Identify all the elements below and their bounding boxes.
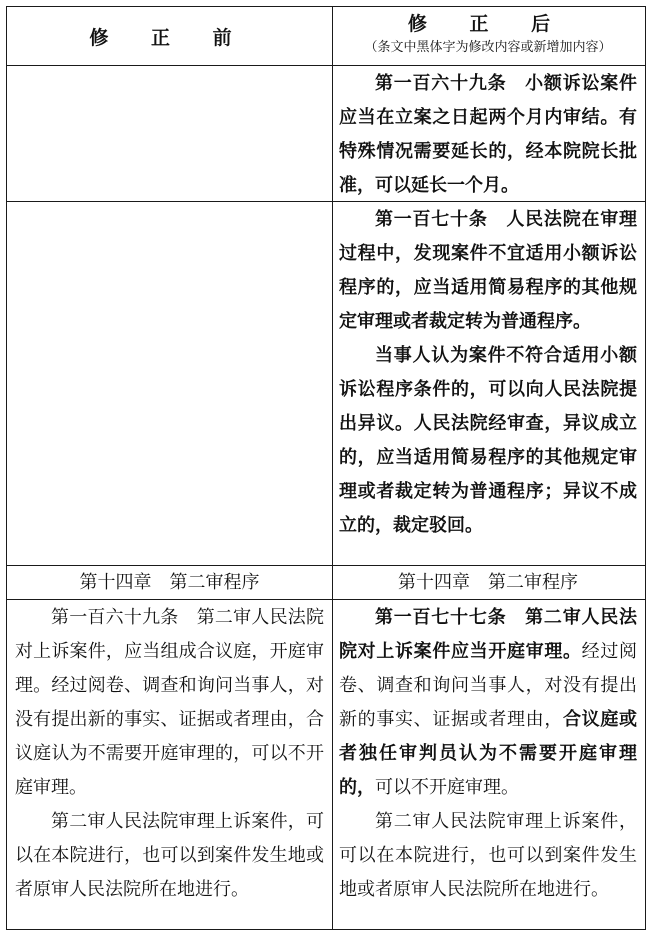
header-after xyxy=(333,9,645,65)
after-column-title: 修 正 后 xyxy=(407,13,569,35)
article-text: 第二审人民法院审理上诉案件，可以在本院进行，也可以到案件发生地或者原审人民法院所在地进行。 xyxy=(15,811,324,900)
article-text: 第一百六十九条 小额诉讼案件应当在立案之日起两个月内审结。有特殊情况需要延长的，经本院院长批准，可以延长一个月。 xyxy=(339,73,637,196)
after-column-note: （条文中黑体字为修改内容或新增加内容） xyxy=(364,40,612,55)
header-before xyxy=(7,7,332,65)
before-column-title: 修 正 前 xyxy=(89,26,250,49)
comparison-table xyxy=(6,6,646,930)
amended-text: 第一百七十七条 第二审人民法院对上诉案件应当开庭审理。 xyxy=(339,607,637,662)
cell-article-169-after xyxy=(333,67,645,203)
article-text: 第二审人民法院审理上诉案件，可以在本院进行，也可以到案件发生地或者原审人民法院所在地进行。 xyxy=(339,811,637,900)
chapter-heading-after: 第十四章 第二审程序 xyxy=(398,572,578,593)
article-text: 第一百六十九条 第二审人民法院对上诉案件，应当组成合议庭，开庭审理。经过阅卷、调查和询问当事人，对没有提出新的事实、证据或者理由，合议庭认为不需要开庭审理的，可以不开庭审理。 xyxy=(15,607,324,798)
chapter-heading-before: 第十四章 第二审程序 xyxy=(79,572,260,593)
article-text: 可以不开庭审理。 xyxy=(375,777,519,798)
amended-text: 合议庭或者独任审判员认为不需要开庭审理的， xyxy=(339,709,637,798)
row-divider xyxy=(7,65,645,66)
article-text: 经过阅卷、调查和询问当事人，对没有提出新的事实、证据或者理由， xyxy=(339,641,638,730)
cell-article-before xyxy=(7,601,332,907)
article-text: 第一百七十条 人民法院在审理过程中，发现案件不宜适用小额诉讼程序的，应当适用简易程序的其他规定审理或者裁定转为普通程序。 xyxy=(339,209,637,332)
article-text: 当事人认为案件不符合适用小额诉讼程序条件的，可以向人民法院提出异议。人民法院经审查，异议成立的，应当适用简易程序的其他规定审理或者裁定转为普通程序；异议不成立的，裁定驳回。 xyxy=(339,345,637,536)
cell-article-after xyxy=(333,601,645,907)
cell-article-170-after xyxy=(333,203,645,543)
